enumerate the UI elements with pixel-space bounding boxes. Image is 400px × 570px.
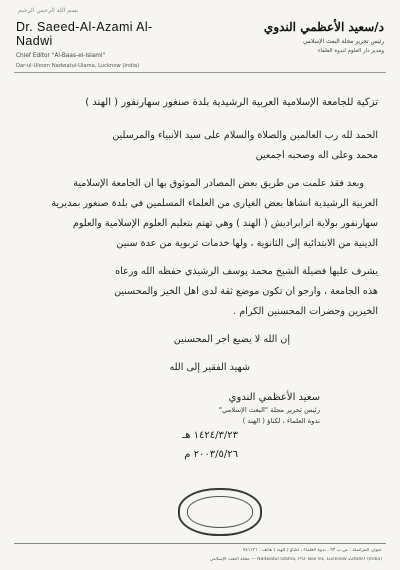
- header-divider: [14, 72, 386, 73]
- paragraph-line: يشرف عليها فضيلة الشيخ محمد يوسف الرشيدي حفظه الله ورعاه: [115, 266, 378, 277]
- date-gregorian: ٢٠٠٣/٥/٢٦ م: [184, 449, 238, 460]
- footer-address-ar: عنوان المراسلة : ص ب ٩٣ ، ندوة العلماء ، لكناؤ ( الهند ) هاتف : ٧٤١١٢١: [242, 548, 382, 553]
- paragraph-line: سهارنفور بولاية اترابراديش ( الهند ) وهي تهتم بتعليم العلوم الإسلامية والعلوم: [72, 218, 378, 229]
- footer-divider: [14, 543, 386, 544]
- header-name-ar: د/سعيد الأعظمي الندوي: [263, 20, 384, 34]
- header-affiliation-en: Dar-ul-Uloom Nadwatul-Ulama, Lucknow (India): [16, 63, 140, 69]
- paragraph-line: إن الله لا يضيع أجر المحسنين: [173, 334, 290, 345]
- header-title-ar: رئيس تحرير مجلة البعث الإسلامي: [303, 39, 384, 45]
- footer-address-en: Nadwatul Ulama, P.O. Box 93, Lucknow 226007 (India) — مجلة البعث الإسلامي: [209, 557, 382, 562]
- signature-block: [60, 392, 320, 425]
- paragraph-line: وبعد فقد علمت من طريق بعض المصادر الموثوق بها أن الجامعة الإسلامية: [73, 178, 364, 189]
- header-name-en: Dr. Saeed-Al-Azami Al-Nadwi: [16, 20, 153, 48]
- signature-title: رئيس تحرير مجلة "البعث الإسلامي": [218, 406, 320, 414]
- signature-closing: شهيد الفقير إلى الله: [169, 362, 250, 373]
- header-affiliation-ar: ومدير دار العلوم لندوة العلماء: [317, 48, 384, 54]
- paragraph-line: الحمد لله رب العالمين والصلاة والسلام على سيد الأنبياء والمرسلين: [112, 130, 378, 141]
- paragraph-line: العربية الرشيدية أنشأها بعض الغيارى من العلماء المسلمين في بلدة صنغور بمديرية: [51, 198, 378, 209]
- top-stamp: بسم الله الرحمن الرحيم: [18, 7, 79, 14]
- letter-subject: تزكية للجامعة الإسلامية العربية الرشيدية بلدة صنغور سهارنفور ( الهند ): [85, 97, 378, 108]
- signature-affiliation: ندوة العلماء ، لكناؤ ( الهند ): [242, 417, 320, 425]
- date-hijri: ١٤٢٤/٣/٢٣ هـ: [182, 430, 238, 441]
- paragraph-line: محمد وعلى آله وصحبه أجمعين: [255, 150, 378, 161]
- official-seal-stamp: [178, 488, 262, 536]
- header-title-en: Chief Editor "Al-Baas-el-Islami": [16, 53, 106, 59]
- signature-name: سعيد الأعظمي الندوي: [228, 392, 320, 403]
- date-block: [128, 430, 238, 468]
- header-right: [234, 20, 384, 54]
- paragraph-line: هذه الجامعة ، وأرجو أن تكون موضع ثقة لدى أهل الخير والمحسنين: [114, 286, 378, 297]
- paragraph-line: الدينية من الابتدائية إلى الثانوية ، ولها خدمات تربوية من عدة سنين: [116, 238, 378, 249]
- seal-inner-ring: [187, 496, 253, 528]
- paragraph-line: الخيرين وحضرات المحسنين الكرام .: [233, 306, 378, 317]
- header-left: [16, 20, 186, 69]
